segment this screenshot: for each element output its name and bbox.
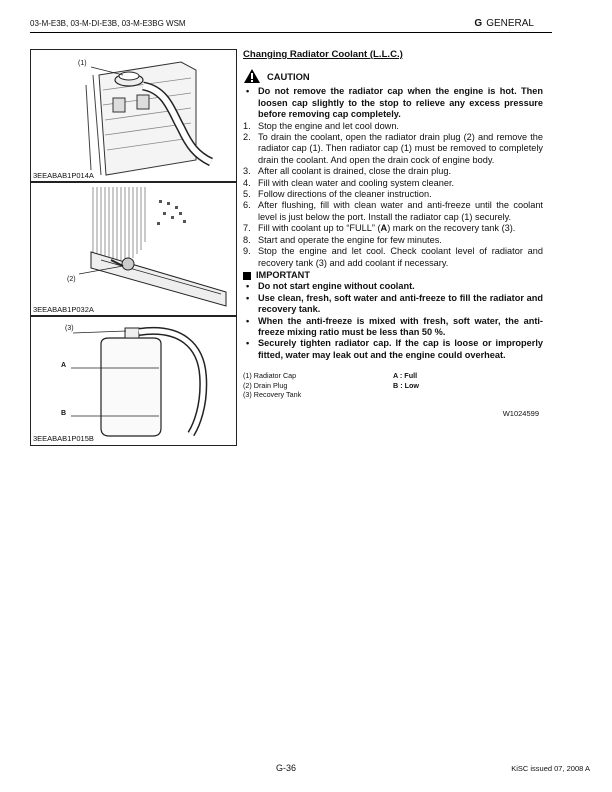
figure3-code: 3EEABAB1P015B xyxy=(33,434,94,443)
step-1: 1. Stop the engine and let cool down. xyxy=(243,120,399,131)
caution-list xyxy=(243,86,543,120)
drain-plug-illustration xyxy=(31,182,236,316)
legend-item: (3) Recovery Tank xyxy=(243,390,302,400)
step-9: 9. Stop the engine and let cool. Check coolant level of radiator and recovery tank (3) and add coolant if necessary. xyxy=(243,246,543,268)
important-item: • When the anti-freeze is mixed with fresh, soft water, the anti-freeze mixing ratio must be less than 50 %. xyxy=(243,316,543,339)
legend-item: A : Full xyxy=(393,371,418,381)
legend-item: (2) Drain Plug xyxy=(243,380,288,390)
issue-note: KiSC issued 07, 2008 A xyxy=(511,764,590,773)
main-content xyxy=(243,49,543,419)
figure1-code: 3EEABAB1P014A xyxy=(33,171,94,180)
legend-item: B : Low xyxy=(393,380,419,390)
figure-drain-plug xyxy=(30,181,237,317)
recovery-tank-illustration xyxy=(31,316,236,445)
figure2-code: 3EEABAB1P032A xyxy=(33,305,94,314)
procedure-steps xyxy=(243,121,543,269)
important-heading xyxy=(243,270,543,281)
step-3: 3. After all coolant is drained, close the drain plug. xyxy=(243,166,452,177)
step-2: 2. To drain the coolant, open the radiator drain plug (2) and remove the radiator cap (1). Then radiator cap (1) must be removed to completely drain the coolant. And open the drain cock of engine body. xyxy=(243,132,543,165)
caution-item: • Do not remove the radiator cap when the engine is hot. Then loosen cap slightly to the stop to relieve any excess pressure before removing cap completely. xyxy=(243,86,543,120)
important-item: • Do not start engine without coolant. xyxy=(243,281,543,292)
figure-radiator-cap xyxy=(30,49,237,183)
figure-recovery-tank xyxy=(30,315,237,446)
caution-label: CAUTION xyxy=(267,70,310,82)
figure1-callout-1: (1) xyxy=(78,60,87,67)
section-code: W1024599 xyxy=(502,408,539,418)
important-item: • Securely tighten radiator cap. If the cap is loose or improperly fitted, water may leak out and the engine could overheat. xyxy=(243,338,543,361)
warning-triangle-icon xyxy=(243,68,261,84)
important-item: • Use clean, fresh, soft water and anti-freeze to fill the radiator and recovery tank. xyxy=(243,293,543,316)
radiator-cap-illustration xyxy=(31,50,236,182)
figure2-callout-2: (2) xyxy=(67,276,76,283)
step-6: 6. After flushing, fill with clean water and anti-freeze until the coolant level is just below the port. Install the radiator cap (1) securely. xyxy=(243,200,543,222)
step-7: 7. Fill with coolant up to “FULL” (A) mark on the recovery tank (3). xyxy=(243,223,516,234)
section-name: GENERAL xyxy=(486,18,534,29)
caution-heading xyxy=(243,68,543,84)
figure3-callout-3: (3) xyxy=(65,325,74,332)
important-label: IMPORTANT xyxy=(256,269,310,280)
figure-legend xyxy=(243,371,543,400)
step-8: 8. Start and operate the engine for few minutes. xyxy=(243,234,442,245)
square-bullet-icon xyxy=(243,272,251,280)
header-rule xyxy=(30,32,552,33)
section-title: Changing Radiator Coolant (L.L.C.) xyxy=(243,49,403,60)
figure3-callout-A: A xyxy=(61,362,67,369)
legend-item: (1) Radiator Cap xyxy=(243,371,297,381)
step-4: 4. Fill with clean water and cooling system cleaner. xyxy=(243,177,455,188)
header-models: 03-M-E3B, 03-M-DI-E3B, 03-M-E3BG WSM xyxy=(30,19,186,28)
header-section xyxy=(474,18,534,29)
step-5: 5. Follow directions of the cleaner instruction. xyxy=(243,189,432,200)
important-list xyxy=(243,281,543,361)
page-number: G-36 xyxy=(276,763,297,773)
figure3-callout-B: B xyxy=(61,410,67,417)
section-letter: G xyxy=(474,18,483,29)
